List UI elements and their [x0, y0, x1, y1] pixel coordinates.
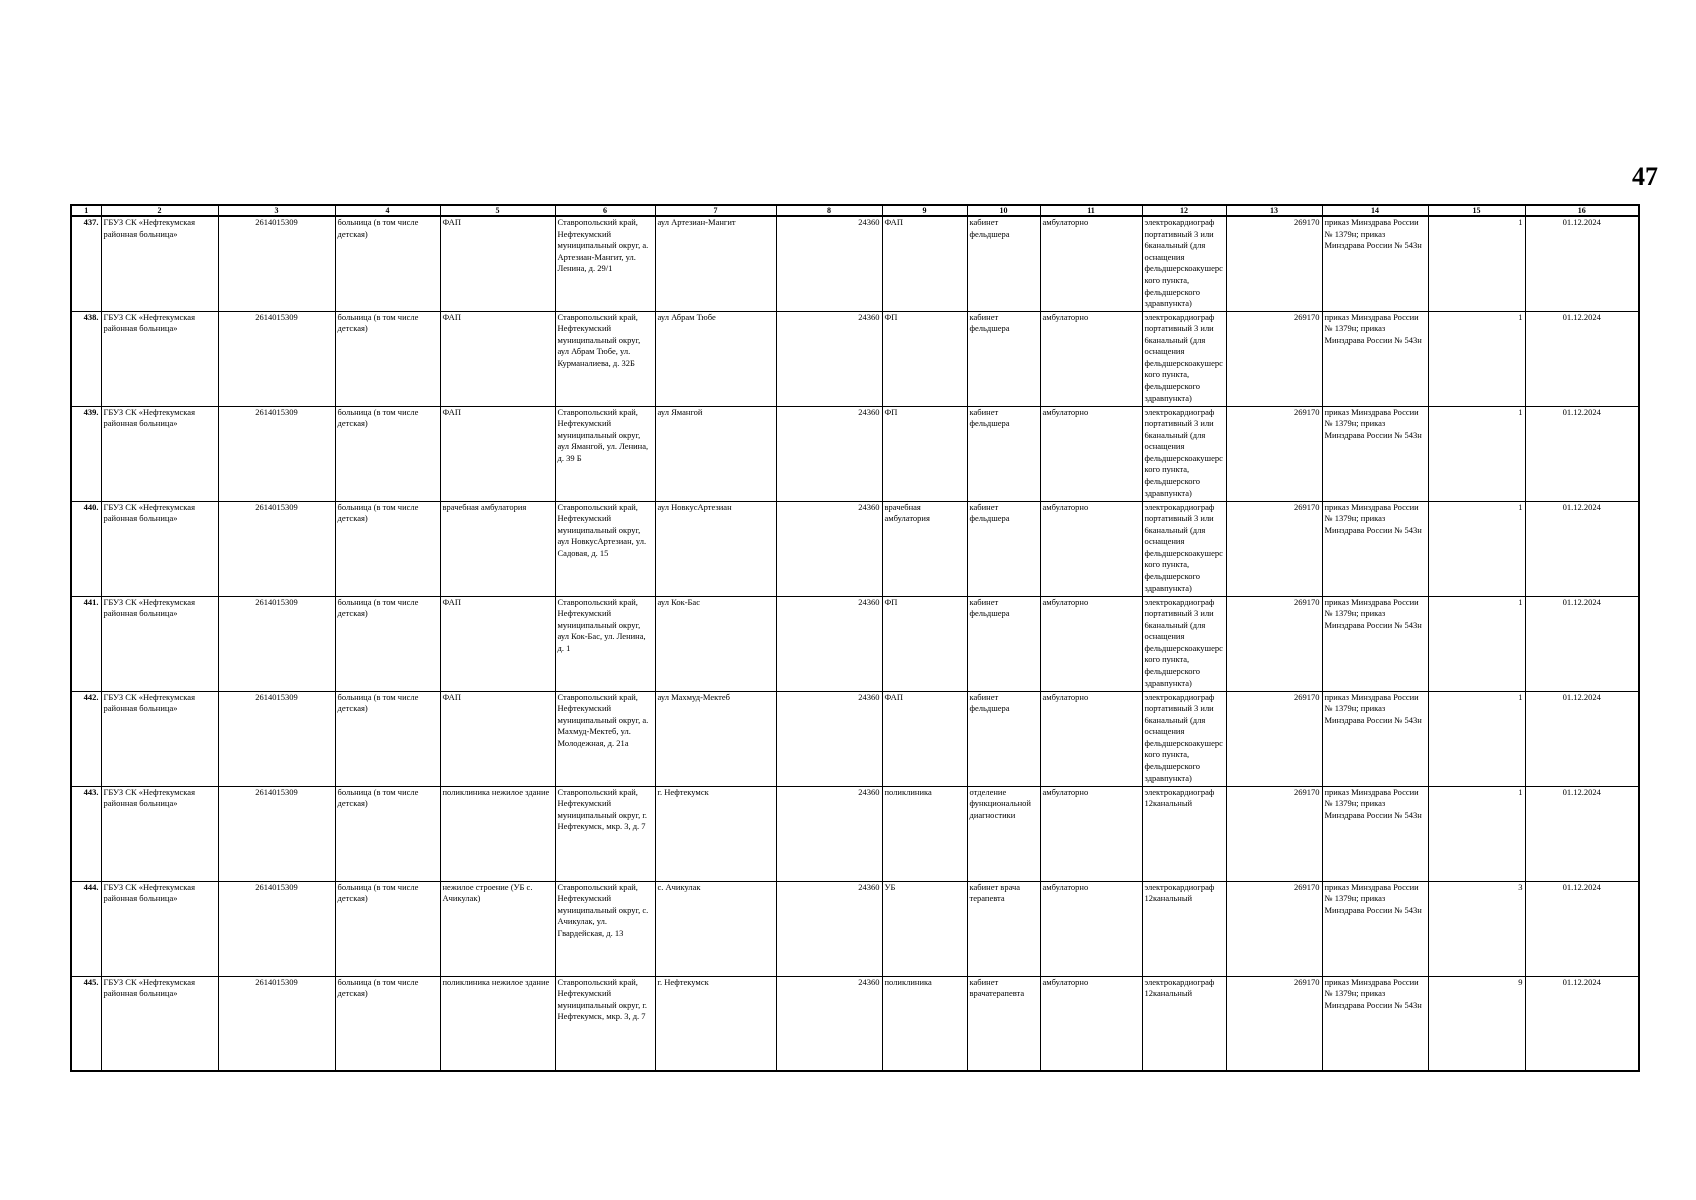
cell-date: 01.12.2024: [1525, 596, 1639, 691]
cell-equip-code: 269170: [1226, 216, 1322, 311]
cell-type: больница (в том числе детская): [335, 311, 440, 406]
cell-num: 443.: [71, 786, 101, 881]
cell-subtype: поликлиника: [882, 976, 967, 1071]
column-header: 8: [776, 205, 882, 216]
cell-org: ГБУЗ СК «Нефтекумская районная больница»: [101, 786, 218, 881]
cell-equipment: электрокардиограф портативный 3 или 6канальный (для оснащения фельдшерскоакушерского пункта, фельдшерского здравпункта): [1142, 406, 1226, 501]
cell-num: 437.: [71, 216, 101, 311]
cell-date: 01.12.2024: [1525, 786, 1639, 881]
cell-settlement: с. Ачикулак: [655, 881, 776, 976]
cell-mode: амбулаторно: [1040, 976, 1142, 1071]
cell-equipment: электрокардиограф портативный 3 или 6канальный (для оснащения фельдшерскоакушерского пункта, фельдшерского здравпункта): [1142, 501, 1226, 596]
cell-qty: 3: [1428, 881, 1525, 976]
cell-equipment: электрокардиограф 12канальный: [1142, 976, 1226, 1071]
table-row: [71, 216, 1639, 311]
cell-room: кабинет фельдшера: [967, 501, 1040, 596]
cell-code: 24360: [776, 406, 882, 501]
cell-mode: амбулаторно: [1040, 501, 1142, 596]
cell-inn: 2614015309: [218, 216, 335, 311]
cell-qty: 9: [1428, 976, 1525, 1071]
cell-address: Ставропольский край, Нефтекумский муниципальный округ, а. Махмуд-Мектеб, ул. Молодежная, д. 21а: [555, 691, 655, 786]
cell-code: 24360: [776, 691, 882, 786]
cell-settlement: аул Махмуд-Мектеб: [655, 691, 776, 786]
cell-settlement: аул Артезиан-Мангит: [655, 216, 776, 311]
column-header: 4: [335, 205, 440, 216]
cell-room: кабинет фельдшера: [967, 311, 1040, 406]
cell-date: 01.12.2024: [1525, 976, 1639, 1071]
cell-address: Ставропольский край, Нефтекумский муниципальный округ, г. Нефтекумск, мкр. 3, д. 7: [555, 976, 655, 1071]
cell-qty: 1: [1428, 501, 1525, 596]
cell-num: 444.: [71, 881, 101, 976]
cell-date: 01.12.2024: [1525, 691, 1639, 786]
cell-subtype: ФП: [882, 596, 967, 691]
column-header: 16: [1525, 205, 1639, 216]
page-number: 47: [1632, 162, 1658, 191]
cell-mode: амбулаторно: [1040, 881, 1142, 976]
cell-mode: амбулаторно: [1040, 216, 1142, 311]
column-header: 12: [1142, 205, 1226, 216]
column-header: 9: [882, 205, 967, 216]
column-header: 14: [1322, 205, 1428, 216]
cell-settlement: г. Нефтекумск: [655, 786, 776, 881]
cell-code: 24360: [776, 596, 882, 691]
cell-org: ГБУЗ СК «Нефтекумская районная больница»: [101, 216, 218, 311]
column-header: 1: [71, 205, 101, 216]
cell-qty: 1: [1428, 691, 1525, 786]
cell-inn: 2614015309: [218, 881, 335, 976]
column-header: 2: [101, 205, 218, 216]
cell-basis: приказ Минздрава России № 1379н; приказ Минздрава России № 543н: [1322, 406, 1428, 501]
cell-type: больница (в том числе детская): [335, 216, 440, 311]
cell-equip-code: 269170: [1226, 596, 1322, 691]
cell-inn: 2614015309: [218, 406, 335, 501]
cell-type: больница (в том числе детская): [335, 691, 440, 786]
cell-unit: ФАП: [440, 311, 555, 406]
cell-room: кабинет фельдшера: [967, 216, 1040, 311]
cell-subtype: ФП: [882, 311, 967, 406]
cell-settlement: г. Нефтекумск: [655, 976, 776, 1071]
column-header: 5: [440, 205, 555, 216]
table-row: [71, 406, 1639, 501]
cell-equipment: электрокардиограф 12канальный: [1142, 786, 1226, 881]
cell-basis: приказ Минздрава России № 1379н; приказ Минздрава России № 543н: [1322, 691, 1428, 786]
cell-basis: приказ Минздрава России № 1379н; приказ Минздрава России № 543н: [1322, 501, 1428, 596]
cell-room: кабинет фельдшера: [967, 596, 1040, 691]
cell-num: 438.: [71, 311, 101, 406]
column-header: 15: [1428, 205, 1525, 216]
cell-inn: 2614015309: [218, 786, 335, 881]
cell-code: 24360: [776, 501, 882, 596]
cell-date: 01.12.2024: [1525, 881, 1639, 976]
cell-equipment: электрокардиограф портативный 3 или 6канальный (для оснащения фельдшерскоакушерского пункта, фельдшерского здравпункта): [1142, 596, 1226, 691]
cell-unit: поликлиника нежилое здание: [440, 786, 555, 881]
column-header: 6: [555, 205, 655, 216]
cell-date: 01.12.2024: [1525, 501, 1639, 596]
cell-room: кабинет врача терапевта: [967, 881, 1040, 976]
cell-subtype: ФП: [882, 406, 967, 501]
column-header: 11: [1040, 205, 1142, 216]
cell-date: 01.12.2024: [1525, 311, 1639, 406]
cell-equipment: электрокардиограф 12канальный: [1142, 881, 1226, 976]
cell-inn: 2614015309: [218, 501, 335, 596]
table-row: [71, 311, 1639, 406]
registry-table: [70, 204, 1640, 1072]
header-row: [71, 205, 1639, 216]
cell-address: Ставропольский край, Нефтекумский муниципальный округ, аул Абрам Тюбе, ул. Курманалиева, д. 32Б: [555, 311, 655, 406]
cell-equip-code: 269170: [1226, 786, 1322, 881]
cell-type: больница (в том числе детская): [335, 501, 440, 596]
cell-equip-code: 269170: [1226, 691, 1322, 786]
cell-unit: ФАП: [440, 406, 555, 501]
cell-unit: нежилое строение (УБ с. Ачикулак): [440, 881, 555, 976]
cell-basis: приказ Минздрава России № 1379н; приказ Минздрава России № 543н: [1322, 311, 1428, 406]
cell-settlement: аул НовкусАртезиан: [655, 501, 776, 596]
cell-org: ГБУЗ СК «Нефтекумская районная больница»: [101, 406, 218, 501]
cell-inn: 2614015309: [218, 596, 335, 691]
cell-org: ГБУЗ СК «Нефтекумская районная больница»: [101, 881, 218, 976]
column-header: 10: [967, 205, 1040, 216]
cell-qty: 1: [1428, 216, 1525, 311]
cell-subtype: поликлиника: [882, 786, 967, 881]
cell-address: Ставропольский край, Нефтекумский муниципальный округ, а. Артезиан-Мангит, ул. Ленина, д. 29/1: [555, 216, 655, 311]
cell-room: кабинет фельдшера: [967, 691, 1040, 786]
cell-equipment: электрокардиограф портативный 3 или 6канальный (для оснащения фельдшерскоакушерского пункта, фельдшерского здравпункта): [1142, 216, 1226, 311]
cell-code: 24360: [776, 311, 882, 406]
cell-qty: 1: [1428, 406, 1525, 501]
cell-equipment: электрокардиограф портативный 3 или 6канальный (для оснащения фельдшерскоакушерского пункта, фельдшерского здравпункта): [1142, 311, 1226, 406]
cell-date: 01.12.2024: [1525, 406, 1639, 501]
cell-code: 24360: [776, 216, 882, 311]
cell-qty: 1: [1428, 311, 1525, 406]
table-body: [71, 216, 1639, 1071]
cell-num: 441.: [71, 596, 101, 691]
cell-code: 24360: [776, 881, 882, 976]
cell-address: Ставропольский край, Нефтекумский муниципальный округ, аул Кок-Бас, ул. Ленина, д. 1: [555, 596, 655, 691]
cell-date: 01.12.2024: [1525, 216, 1639, 311]
cell-qty: 1: [1428, 596, 1525, 691]
cell-num: 442.: [71, 691, 101, 786]
cell-mode: амбулаторно: [1040, 596, 1142, 691]
cell-settlement: аул Абрам Тюбе: [655, 311, 776, 406]
column-header: 3: [218, 205, 335, 216]
cell-mode: амбулаторно: [1040, 406, 1142, 501]
cell-type: больница (в том числе детская): [335, 596, 440, 691]
cell-num: 439.: [71, 406, 101, 501]
table-row: [71, 691, 1639, 786]
cell-basis: приказ Минздрава России № 1379н; приказ Минздрава России № 543н: [1322, 596, 1428, 691]
cell-mode: амбулаторно: [1040, 691, 1142, 786]
cell-basis: приказ Минздрава России № 1379н; приказ Минздрава России № 543н: [1322, 216, 1428, 311]
cell-type: больница (в том числе детская): [335, 786, 440, 881]
cell-code: 24360: [776, 976, 882, 1071]
table-row: [71, 596, 1639, 691]
cell-basis: приказ Минздрава России № 1379н; приказ Минздрава России № 543н: [1322, 976, 1428, 1071]
cell-mode: амбулаторно: [1040, 311, 1142, 406]
cell-type: больница (в том числе детская): [335, 976, 440, 1071]
cell-subtype: УБ: [882, 881, 967, 976]
cell-org: ГБУЗ СК «Нефтекумская районная больница»: [101, 691, 218, 786]
cell-settlement: аул Ямангой: [655, 406, 776, 501]
cell-subtype: ФАП: [882, 216, 967, 311]
cell-unit: ФАП: [440, 216, 555, 311]
cell-equip-code: 269170: [1226, 501, 1322, 596]
cell-equip-code: 269170: [1226, 976, 1322, 1071]
cell-org: ГБУЗ СК «Нефтекумская районная больница»: [101, 976, 218, 1071]
cell-unit: ФАП: [440, 691, 555, 786]
cell-equip-code: 269170: [1226, 406, 1322, 501]
cell-inn: 2614015309: [218, 976, 335, 1071]
cell-inn: 2614015309: [218, 691, 335, 786]
column-header: 13: [1226, 205, 1322, 216]
cell-num: 445.: [71, 976, 101, 1071]
cell-org: ГБУЗ СК «Нефтекумская районная больница»: [101, 501, 218, 596]
cell-basis: приказ Минздрава России № 1379н; приказ Минздрава России № 543н: [1322, 881, 1428, 976]
cell-subtype: врачебная амбулатория: [882, 501, 967, 596]
cell-type: больница (в том числе детская): [335, 406, 440, 501]
cell-equipment: электрокардиограф портативный 3 или 6канальный (для оснащения фельдшерскоакушерского пункта, фельдшерского здравпункта): [1142, 691, 1226, 786]
cell-mode: амбулаторно: [1040, 786, 1142, 881]
cell-code: 24360: [776, 786, 882, 881]
cell-equip-code: 269170: [1226, 881, 1322, 976]
column-header: 7: [655, 205, 776, 216]
table-row: [71, 786, 1639, 881]
cell-equip-code: 269170: [1226, 311, 1322, 406]
table-row: [71, 501, 1639, 596]
cell-unit: врачебная амбулатория: [440, 501, 555, 596]
cell-inn: 2614015309: [218, 311, 335, 406]
cell-subtype: ФАП: [882, 691, 967, 786]
cell-type: больница (в том числе детская): [335, 881, 440, 976]
cell-org: ГБУЗ СК «Нефтекумская районная больница»: [101, 311, 218, 406]
cell-room: кабинет врачатерапевта: [967, 976, 1040, 1071]
table-row: [71, 976, 1639, 1071]
cell-num: 440.: [71, 501, 101, 596]
cell-address: Ставропольский край, Нефтекумский муниципальный округ, г. Нефтекумск, мкр. 3, д. 7: [555, 786, 655, 881]
cell-basis: приказ Минздрава России № 1379н; приказ Минздрава России № 543н: [1322, 786, 1428, 881]
cell-address: Ставропольский край, Нефтекумский муниципальный округ, аул НовкусАртезиан, ул. Садовая, д. 15: [555, 501, 655, 596]
table-row: [71, 881, 1639, 976]
cell-room: отделение функциональной диагностики: [967, 786, 1040, 881]
cell-org: ГБУЗ СК «Нефтекумская районная больница»: [101, 596, 218, 691]
cell-settlement: аул Кок-Бас: [655, 596, 776, 691]
cell-address: Ставропольский край, Нефтекумский муниципальный округ, с. Ачикулак, ул. Гвардейская, д. 13: [555, 881, 655, 976]
cell-unit: ФАП: [440, 596, 555, 691]
cell-address: Ставропольский край, Нефтекумский муниципальный округ, аул Ямангой, ул. Ленина, д. 39 Б: [555, 406, 655, 501]
cell-qty: 1: [1428, 786, 1525, 881]
cell-unit: поликлиника нежилое здание: [440, 976, 555, 1071]
cell-room: кабинет фельдшера: [967, 406, 1040, 501]
